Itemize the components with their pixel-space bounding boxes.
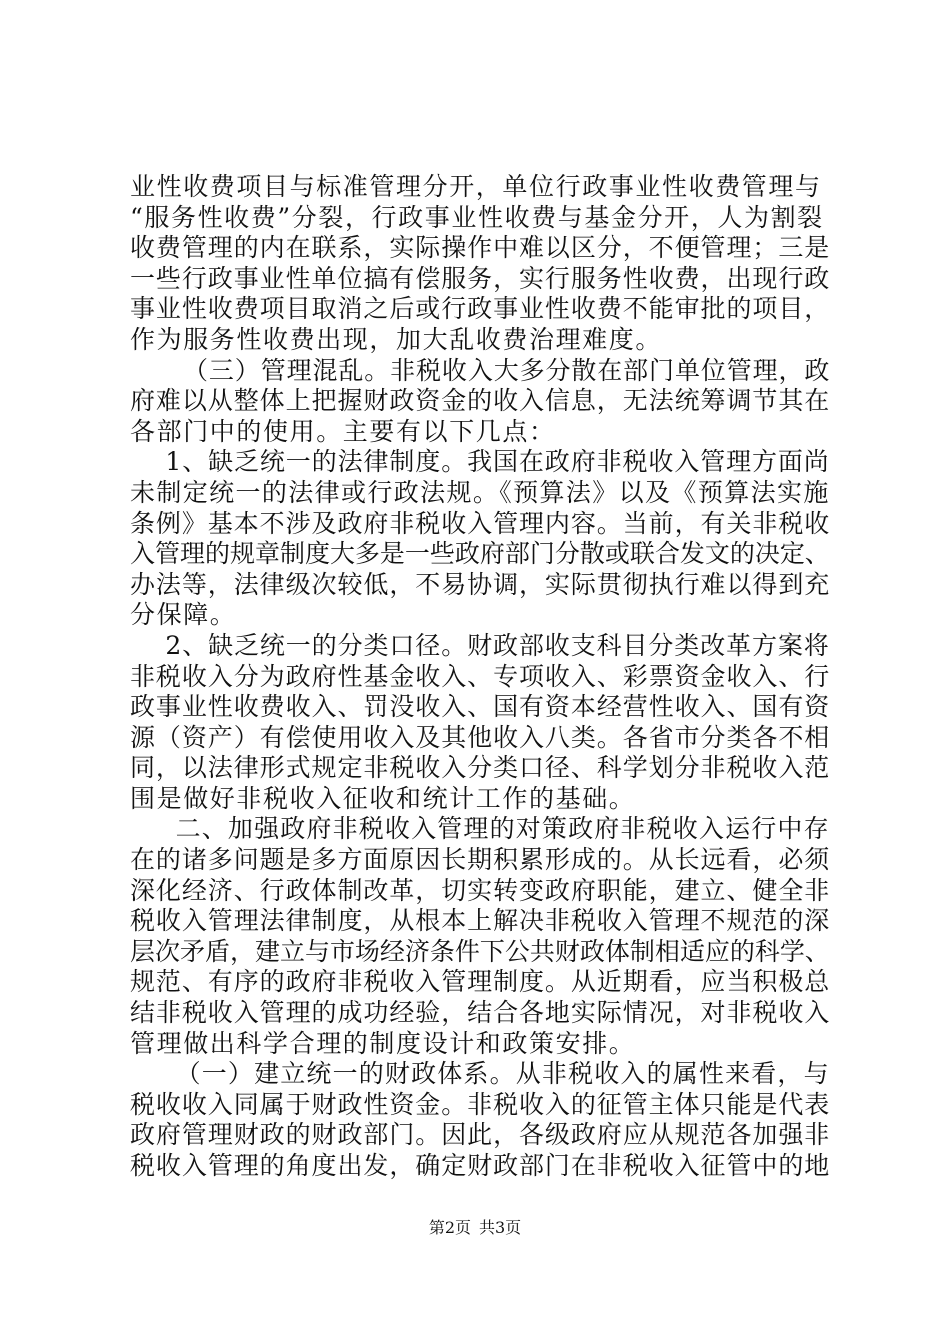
text-line: 非税收入分为政府性基金收入、专项收入、彩票资金收入、行 — [130, 661, 831, 691]
text-line: 在的诸多问题是多方面原因长期积累形成的。从长远看，必须 — [130, 845, 831, 875]
text-line: 层次矛盾，建立与市场经济条件下公共财政体制相适应的科学、 — [130, 936, 830, 966]
text-line: 政府管理财政的财政部门。因此，各级政府应从规范各加强非 — [130, 1120, 831, 1150]
text-line: 入管理的规章制度大多是一些政府部门分散或联合发文的决定、 — [130, 539, 830, 569]
text-line: “服务性收费”分裂，行政事业性收费与基金分开，人为割裂 — [130, 202, 824, 232]
text-line: 业性收费项目与标准管理分开，单位行政事业性收费管理与 — [130, 172, 822, 201]
text-line: 1、缺乏统一的法律制度。我国在政府非税收入管理方面尚 — [130, 447, 830, 477]
text-line: 办法等，法律级次较低，不易协调，实际贯彻执行难以得到充 — [130, 569, 831, 599]
text-line: 作为服务性收费出现，加大乱收费治理难度。 — [130, 324, 663, 354]
text-line: 源（资产）有偿使用收入及其他收入八类。各省市分类各不相 — [130, 722, 831, 752]
text-line: 税收入管理法律制度，从根本上解决非税收入管理不规范的深 — [130, 906, 831, 936]
text-line: 政事业性收费收入、罚没收入、国有资本经营性收入、国有资 — [130, 692, 831, 722]
text-line: 各部门中的使用。主要有以下几点： — [130, 416, 556, 446]
text-line: 事业性收费项目取消之后或行政事业性收费不能审批的项目， — [130, 294, 831, 324]
text-line: 围是做好非税收入征收和统计工作的基础。 — [130, 783, 636, 813]
text-line: 收费管理的内在联系，实际操作中难以区分，不便管理；三是 — [130, 233, 831, 263]
text-line: 府难以从整体上把握财政资金的收入信息，无法统筹调节其在 — [130, 386, 831, 416]
text-line: 一些行政事业性单位搞有偿服务，实行服务性收费，出现行政 — [130, 263, 831, 293]
text-line: 2、缺乏统一的分类口径。财政部收支科目分类改革方案将 — [130, 630, 830, 660]
page-total: 共3页 — [479, 1218, 522, 1237]
text-line: 结非税收入管理的成功经验，结合各地实际情况，对非税收入 — [130, 998, 831, 1028]
text-line: （三）管理混乱。非税收入大多分散在部门单位管理，政 — [130, 355, 831, 385]
text-line: 税收入管理的角度出发，确定财政部门在非税收入征管中的地 — [130, 1151, 831, 1180]
page-footer — [0, 1218, 950, 1238]
text-line: 同，以法律形式规定非税收入分类口径、科学划分非税收入范 — [130, 753, 831, 783]
text-line: 未制定统一的法律或行政法规。《预算法》以及《预算法实施 — [130, 477, 830, 507]
text-line: 税收收入同属于财政性资金。非税收入的征管主体只能是代表 — [130, 1089, 831, 1119]
page-number: 第2页 — [428, 1218, 471, 1237]
text-line: （一）建立统一的财政体系。从非税收入的属性来看，与 — [130, 1059, 830, 1089]
document-body — [130, 172, 830, 1182]
text-line: 二、加强政府非税收入管理的对策政府非税收入运行中存 — [130, 814, 830, 844]
text-line: 分保障。 — [130, 600, 237, 630]
text-line: 管理做出科学合理的制度设计和政策安排。 — [130, 1028, 636, 1058]
text-line: 条例》基本不涉及政府非税收入管理内容。当前，有关非税收 — [130, 508, 831, 538]
text-line: 深化经济、行政体制改革，切实转变政府职能，建立、健全非 — [130, 875, 831, 905]
text-line: 规范、有序的政府非税收入管理制度。从近期看，应当积极总 — [130, 967, 831, 997]
